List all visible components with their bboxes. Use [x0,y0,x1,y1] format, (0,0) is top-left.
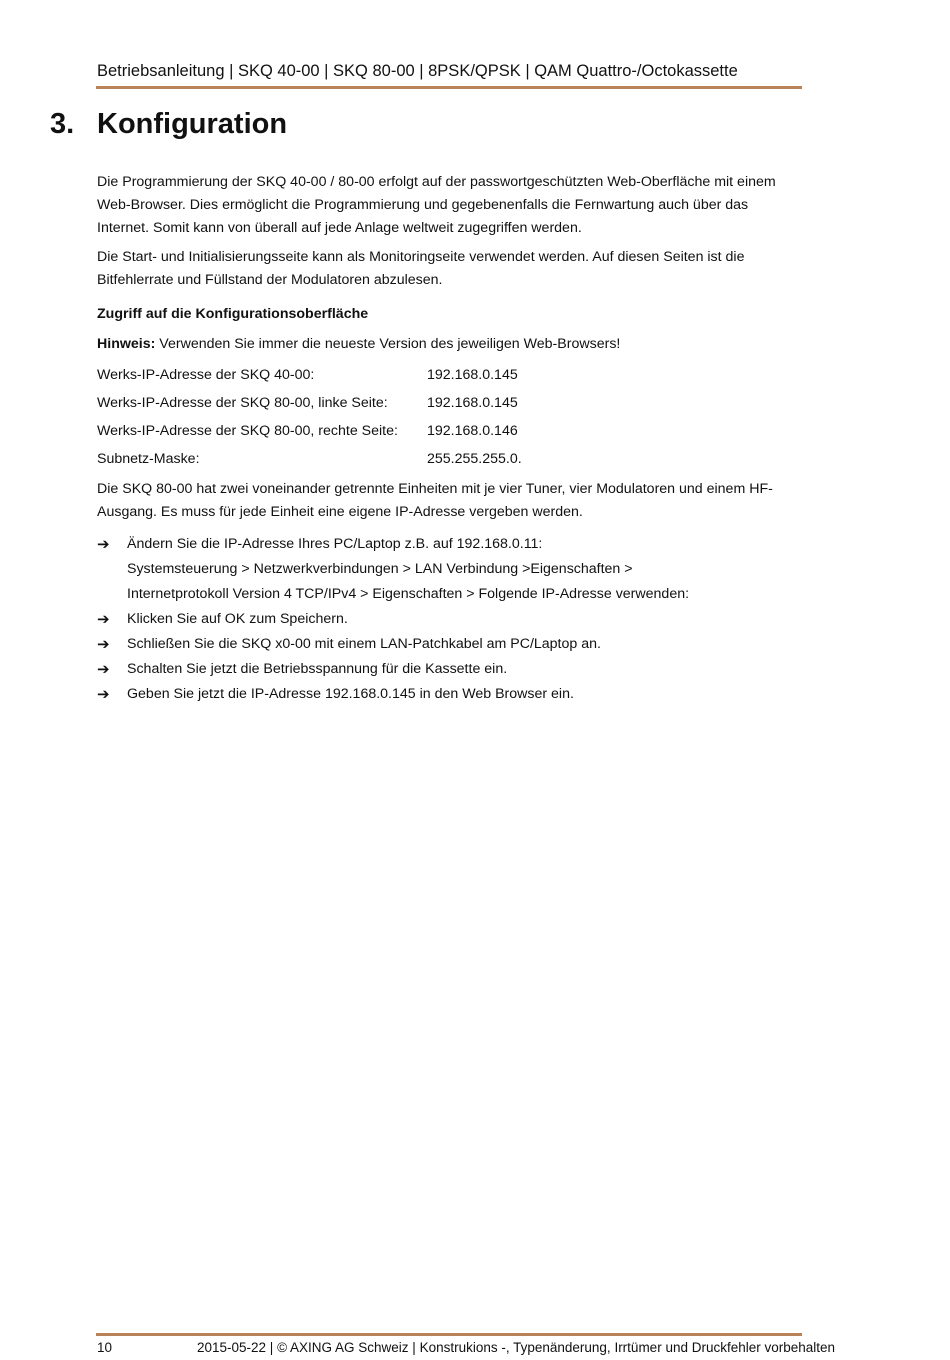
footer-notice: 2015-05-22 | © AXING AG Schweiz | Konstrukions -, Typenänderung, Irrtümer und Druckfehler vorbehalten [197,1340,836,1355]
running-header: Betriebsanleitung | SKQ 40-00 | SKQ 80-00 | 8PSK/QPSK | QAM Quattro-/Octokassette [97,62,738,80]
step-item [97,607,797,632]
step-text: Klicken Sie auf OK zum Speichern. [127,611,348,627]
ip-address-table [97,361,797,473]
hint-text: Verwenden Sie immer die neueste Version des jeweiligen Web-Browsers! [155,336,621,352]
arrow-right-icon: ➔ [97,685,110,703]
arrow-right-icon: ➔ [97,635,110,653]
ip-row-value: 255.255.255.0. [427,450,522,467]
ip-row [97,361,797,389]
footer-divider [96,1333,802,1336]
step-item [97,657,797,682]
ip-row-label: Werks-IP-Adresse der SKQ 40-00: [97,366,315,383]
ip-row [97,445,797,473]
chapter-heading [50,108,287,141]
arrow-right-icon: ➔ [97,535,110,553]
ip-row [97,389,797,417]
ip-row-value: 192.168.0.146 [427,422,518,439]
intro-paragraph-2: Die Start- und Initialisierungsseite kann als Monitoringseite verwendet werden. Auf diesen Seiten ist die Bitfehlerrate und Füllstand der Modulatoren abzulesen. [97,249,745,288]
ip-row [97,417,797,445]
step-subpath-2: Internetprotokoll Version 4 TCP/IPv4 > Eigenschaften > Folgende IP-Adresse verwenden: [127,586,690,602]
page-number: 10 [97,1340,113,1355]
step-text: Ändern Sie die IP-Adresse Ihres PC/Laptop z.B. auf 192.168.0.11: [127,536,543,552]
ip-row-label: Werks-IP-Adresse der SKQ 80-00, linke Seite: [97,394,388,411]
ip-row-value: 192.168.0.145 [427,366,518,383]
hint-label: Hinweis: [97,336,156,352]
step-text: Schalten Sie jetzt die Betriebsspannung für die Kassette ein. [127,661,508,677]
chapter-title: Konfiguration [97,108,288,140]
body-content [97,171,797,707]
intro-paragraph-1: Die Programmierung der SKQ 40-00 / 80-00 erfolgt auf der passwortgeschützten Web-Oberfläche mit einem Web-Browser. Dies ermöglicht die Programmierung und gegebenenfalls die Fernwartung auch über das Internet. Somit kann von überall auf jede Anlage weltweit zugegriffen werden. [97,174,776,236]
unit-note-paragraph: Die SKQ 80-00 hat zwei voneinander getrennte Einheiten mit je vier Tuner, vier Modulatoren und einem HF-Ausgang. Es muss für jede Einheit eine eigene IP-Adresse vergeben werden. [97,481,773,520]
arrow-right-icon: ➔ [97,660,110,678]
ip-row-label: Subnetz-Maske: [97,450,200,467]
step-subpath-1: Systemsteuerung > Netzwerkverbindungen > LAN Verbindung >Eigenschaften > [127,561,633,577]
arrow-right-icon: ➔ [97,610,110,628]
step-item [97,682,797,707]
chapter-number: 3. [50,108,75,140]
ip-row-label: Werks-IP-Adresse der SKQ 80-00, rechte Seite: [97,422,398,439]
ip-row-value: 192.168.0.145 [427,394,518,411]
step-item [97,532,797,607]
step-text: Geben Sie jetzt die IP-Adresse 192.168.0.145 in den Web Browser ein. [127,686,574,702]
header-divider [96,86,802,89]
step-item [97,632,797,657]
access-heading: Zugriff auf die Konfigurationsoberfläche [97,306,369,322]
step-text: Schließen Sie die SKQ x0-00 mit einem LAN-Patchkabel am PC/Laptop an. [127,636,601,652]
hint-paragraph [97,333,797,356]
instruction-steps [97,532,797,707]
